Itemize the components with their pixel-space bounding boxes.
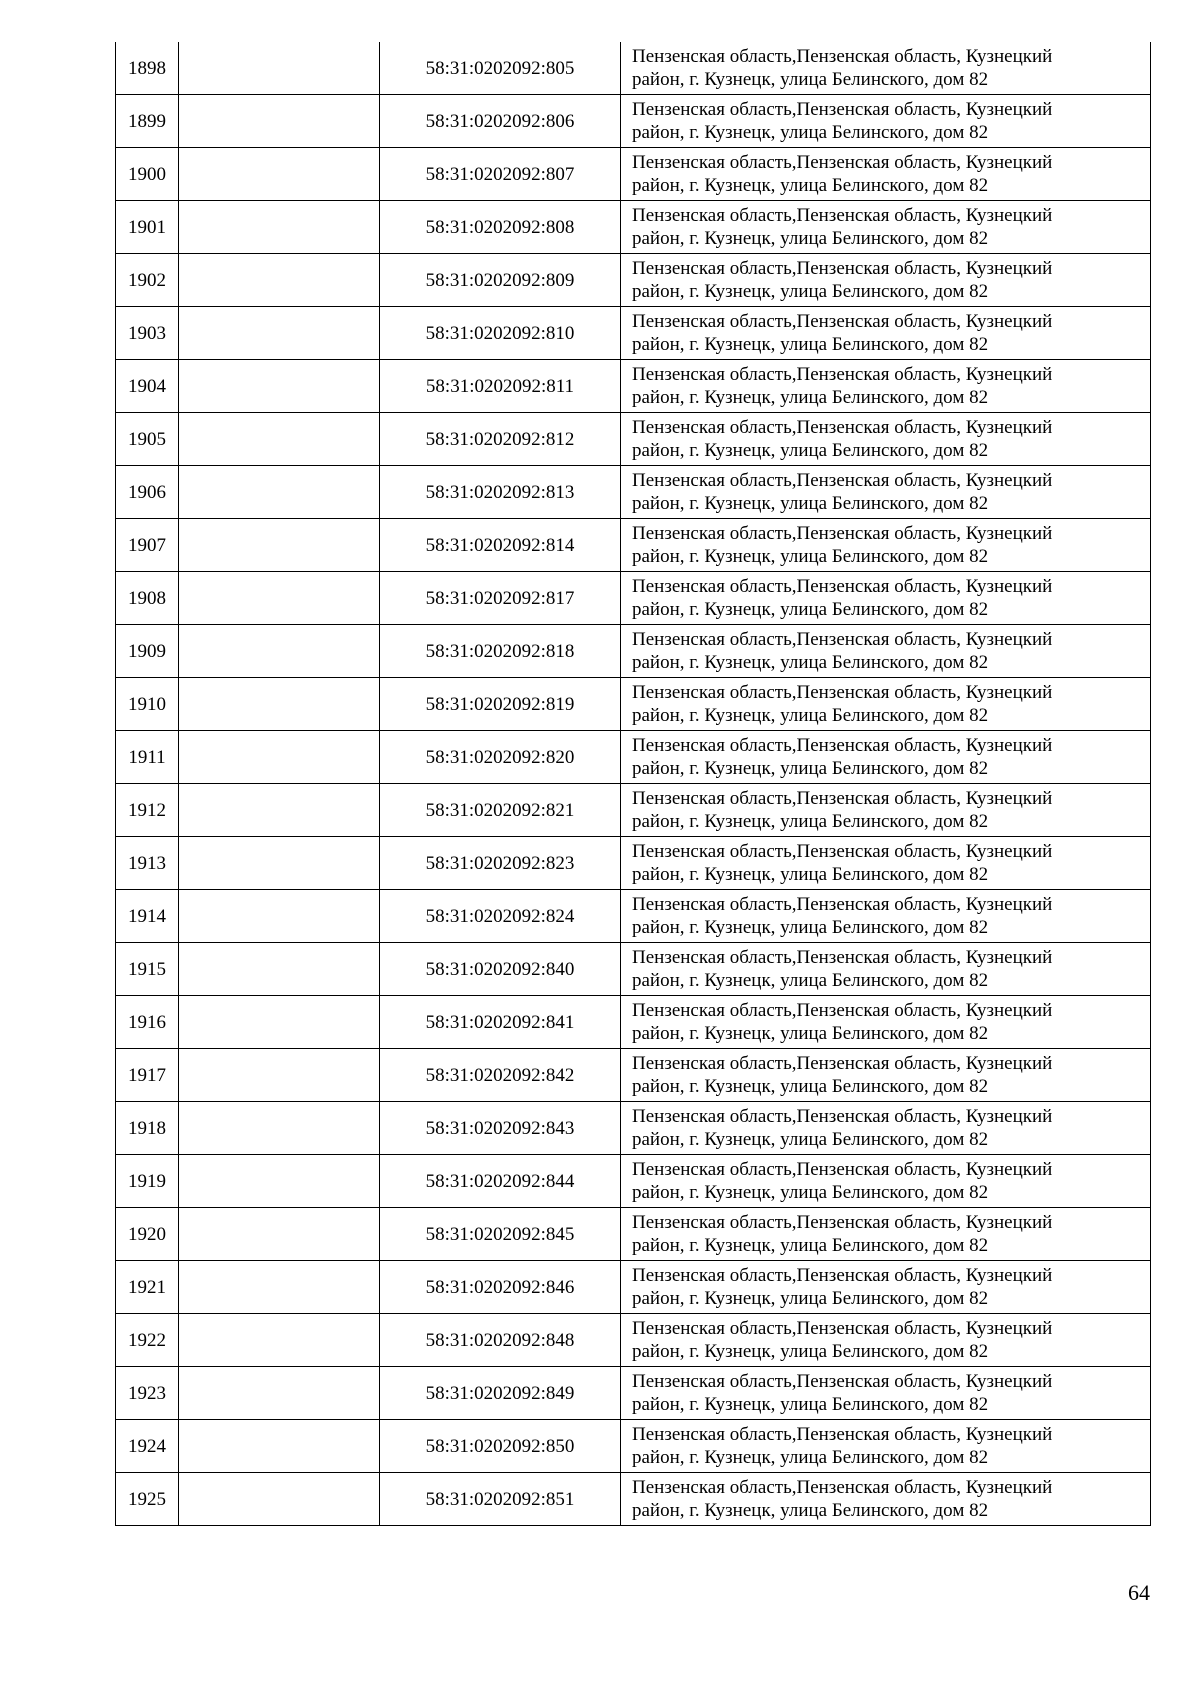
row-number: 1904 — [116, 360, 179, 413]
row-number: 1911 — [116, 731, 179, 784]
address-line-2: район, г. Кузнецк, улица Белинского, дом 82 — [632, 864, 989, 885]
address-cell — [621, 519, 1151, 572]
address-line-2: район, г. Кузнецк, улица Белинского, дом 82 — [632, 493, 989, 514]
address-line-1: Пензенская область,Пензенская область, Кузнецкий — [632, 1371, 1053, 1392]
address-line-2: район, г. Кузнецк, улица Белинского, дом 82 — [632, 1394, 989, 1415]
address-line-1: Пензенская область,Пензенская область, Кузнецкий — [632, 152, 1053, 173]
page-number: 64 — [1128, 1580, 1150, 1605]
empty-cell — [179, 466, 380, 519]
empty-cell — [179, 1155, 380, 1208]
table-row — [116, 1367, 1151, 1420]
address-line-1: Пензенская область,Пензенская область, Кузнецкий — [632, 576, 1053, 597]
cadastral-number: 58:31:0202092:844 — [380, 1155, 621, 1208]
table-row — [116, 201, 1151, 254]
table-row — [116, 1102, 1151, 1155]
row-number: 1921 — [116, 1261, 179, 1314]
cadastral-number: 58:31:0202092:845 — [380, 1208, 621, 1261]
address-cell — [621, 1049, 1151, 1102]
row-number: 1909 — [116, 625, 179, 678]
address-line-2: район, г. Кузнецк, улица Белинского, дом 82 — [632, 1182, 989, 1203]
address-line-1: Пензенская область,Пензенская область, Кузнецкий — [632, 1265, 1053, 1286]
cadastral-number: 58:31:0202092:848 — [380, 1314, 621, 1367]
address-line-1: Пензенская область,Пензенская область, Кузнецкий — [632, 99, 1053, 120]
address-cell — [621, 890, 1151, 943]
address-line-1: Пензенская область,Пензенская область, Кузнецкий — [632, 894, 1053, 915]
cadastral-number: 58:31:0202092:851 — [380, 1473, 621, 1526]
empty-cell — [179, 1208, 380, 1261]
table-row — [116, 360, 1151, 413]
row-number: 1924 — [116, 1420, 179, 1473]
address-line-2: район, г. Кузнецк, улица Белинского, дом 82 — [632, 1023, 989, 1044]
address-line-1: Пензенская область,Пензенская область, Кузнецкий — [632, 364, 1053, 385]
empty-cell — [179, 254, 380, 307]
cadastral-number: 58:31:0202092:841 — [380, 996, 621, 1049]
address-line-2: район, г. Кузнецк, улица Белинского, дом 82 — [632, 334, 989, 355]
address-cell — [621, 943, 1151, 996]
address-line-2: район, г. Кузнецк, улица Белинского, дом 82 — [632, 228, 989, 249]
table-row — [116, 890, 1151, 943]
table-row — [116, 413, 1151, 466]
address-cell — [621, 837, 1151, 890]
table-row — [116, 95, 1151, 148]
row-number: 1913 — [116, 837, 179, 890]
table-row — [116, 731, 1151, 784]
cadastral-number: 58:31:0202092:850 — [380, 1420, 621, 1473]
address-cell — [621, 413, 1151, 466]
cadastral-number: 58:31:0202092:849 — [380, 1367, 621, 1420]
address-line-1: Пензенская область,Пензенская область, Кузнецкий — [632, 1106, 1053, 1127]
table-row — [116, 1261, 1151, 1314]
address-line-1: Пензенская область,Пензенская область, Кузнецкий — [632, 682, 1053, 703]
table-row — [116, 307, 1151, 360]
address-cell — [621, 1473, 1151, 1526]
address-line-1: Пензенская область,Пензенская область, Кузнецкий — [632, 947, 1053, 968]
address-line-1: Пензенская область,Пензенская область, Кузнецкий — [632, 1424, 1053, 1445]
empty-cell — [179, 1102, 380, 1155]
address-line-1: Пензенская область,Пензенская область, Кузнецкий — [632, 311, 1053, 332]
address-cell — [621, 466, 1151, 519]
address-line-2: район, г. Кузнецк, улица Белинского, дом 82 — [632, 652, 989, 673]
address-cell — [621, 996, 1151, 1049]
empty-cell — [179, 413, 380, 466]
address-line-2: район, г. Кузнецк, улица Белинского, дом 82 — [632, 705, 989, 726]
address-line-1: Пензенская область,Пензенская область, Кузнецкий — [632, 629, 1053, 650]
empty-cell — [179, 1420, 380, 1473]
row-number: 1898 — [116, 42, 179, 95]
table-row — [116, 678, 1151, 731]
row-number: 1907 — [116, 519, 179, 572]
address-cell — [621, 1314, 1151, 1367]
address-cell — [621, 360, 1151, 413]
table-row — [116, 519, 1151, 572]
address-line-1: Пензенская область,Пензенская область, Кузнецкий — [632, 523, 1053, 544]
cadastral-number: 58:31:0202092:813 — [380, 466, 621, 519]
table-row — [116, 1155, 1151, 1208]
address-cell — [621, 1367, 1151, 1420]
cadastral-number: 58:31:0202092:808 — [380, 201, 621, 254]
table-row — [116, 1420, 1151, 1473]
row-number: 1919 — [116, 1155, 179, 1208]
empty-cell — [179, 148, 380, 201]
cadastral-table — [115, 42, 1151, 1526]
table-row — [116, 1473, 1151, 1526]
address-line-2: район, г. Кузнецк, улица Белинского, дом 82 — [632, 1288, 989, 1309]
address-cell — [621, 1102, 1151, 1155]
address-cell — [621, 625, 1151, 678]
empty-cell — [179, 360, 380, 413]
address-line-1: Пензенская область,Пензенская область, Кузнецкий — [632, 1053, 1053, 1074]
row-number: 1908 — [116, 572, 179, 625]
address-line-1: Пензенская область,Пензенская область, Кузнецкий — [632, 205, 1053, 226]
address-line-2: район, г. Кузнецк, улица Белинского, дом 82 — [632, 1500, 989, 1521]
address-line-1: Пензенская область,Пензенская область, Кузнецкий — [632, 470, 1053, 491]
cadastral-number: 58:31:0202092:823 — [380, 837, 621, 890]
address-cell — [621, 307, 1151, 360]
cadastral-number: 58:31:0202092:810 — [380, 307, 621, 360]
address-line-2: район, г. Кузнецк, улица Белинского, дом 82 — [632, 175, 989, 196]
address-line-2: район, г. Кузнецк, улица Белинского, дом 82 — [632, 917, 989, 938]
address-cell — [621, 1208, 1151, 1261]
row-number: 1899 — [116, 95, 179, 148]
row-number: 1925 — [116, 1473, 179, 1526]
address-line-2: район, г. Кузнецк, улица Белинского, дом 82 — [632, 758, 989, 779]
row-number: 1916 — [116, 996, 179, 1049]
table-row — [116, 1049, 1151, 1102]
address-cell — [621, 1155, 1151, 1208]
row-number: 1906 — [116, 466, 179, 519]
cadastral-number: 58:31:0202092:806 — [380, 95, 621, 148]
address-cell — [621, 1261, 1151, 1314]
cadastral-number: 58:31:0202092:811 — [380, 360, 621, 413]
empty-cell — [179, 943, 380, 996]
address-line-1: Пензенская область,Пензенская область, Кузнецкий — [632, 1000, 1053, 1021]
row-number: 1903 — [116, 307, 179, 360]
address-line-1: Пензенская область,Пензенская область, Кузнецкий — [632, 735, 1053, 756]
address-cell — [621, 201, 1151, 254]
table-row — [116, 784, 1151, 837]
address-line-1: Пензенская область,Пензенская область, Кузнецкий — [632, 417, 1053, 438]
table-row — [116, 943, 1151, 996]
cadastral-number: 58:31:0202092:840 — [380, 943, 621, 996]
address-line-1: Пензенская область,Пензенская область, Кузнецкий — [632, 1159, 1053, 1180]
cadastral-number: 58:31:0202092:818 — [380, 625, 621, 678]
address-cell — [621, 95, 1151, 148]
empty-cell — [179, 625, 380, 678]
address-cell — [621, 148, 1151, 201]
empty-cell — [179, 837, 380, 890]
row-number: 1914 — [116, 890, 179, 943]
cadastral-number: 58:31:0202092:824 — [380, 890, 621, 943]
row-number: 1917 — [116, 1049, 179, 1102]
row-number: 1902 — [116, 254, 179, 307]
cadastral-number: 58:31:0202092:819 — [380, 678, 621, 731]
address-line-2: район, г. Кузнецк, улица Белинского, дом 82 — [632, 1235, 989, 1256]
address-line-1: Пензенская область,Пензенская область, Кузнецкий — [632, 788, 1053, 809]
row-number: 1900 — [116, 148, 179, 201]
row-number: 1915 — [116, 943, 179, 996]
empty-cell — [179, 678, 380, 731]
address-line-2: район, г. Кузнецк, улица Белинского, дом 82 — [632, 970, 989, 991]
empty-cell — [179, 307, 380, 360]
cadastral-number: 58:31:0202092:842 — [380, 1049, 621, 1102]
empty-cell — [179, 519, 380, 572]
table-row — [116, 254, 1151, 307]
address-cell — [621, 572, 1151, 625]
table-body — [116, 42, 1151, 1526]
row-number: 1923 — [116, 1367, 179, 1420]
address-cell — [621, 254, 1151, 307]
address-cell — [621, 1420, 1151, 1473]
address-line-2: район, г. Кузнецк, улица Белинского, дом 82 — [632, 440, 989, 461]
address-line-2: район, г. Кузнецк, улица Белинского, дом 82 — [632, 1447, 989, 1468]
empty-cell — [179, 890, 380, 943]
address-cell — [621, 678, 1151, 731]
address-line-2: район, г. Кузнецк, улица Белинского, дом 82 — [632, 122, 989, 143]
address-line-1: Пензенская область,Пензенская область, Кузнецкий — [632, 1477, 1053, 1498]
table-row — [116, 148, 1151, 201]
address-line-2: район, г. Кузнецк, улица Белинского, дом 82 — [632, 546, 989, 567]
cadastral-number: 58:31:0202092:809 — [380, 254, 621, 307]
address-line-2: район, г. Кузнецк, улица Белинского, дом 82 — [632, 811, 989, 832]
address-line-2: район, г. Кузнецк, улица Белинского, дом 82 — [632, 1076, 989, 1097]
empty-cell — [179, 1367, 380, 1420]
row-number: 1910 — [116, 678, 179, 731]
address-line-1: Пензенская область,Пензенская область, Кузнецкий — [632, 841, 1053, 862]
cadastral-number: 58:31:0202092:846 — [380, 1261, 621, 1314]
cadastral-number: 58:31:0202092:805 — [380, 42, 621, 95]
address-line-2: район, г. Кузнецк, улица Белинского, дом 82 — [632, 281, 989, 302]
empty-cell — [179, 1314, 380, 1367]
empty-cell — [179, 201, 380, 254]
address-line-2: район, г. Кузнецк, улица Белинского, дом 82 — [632, 387, 989, 408]
table-row — [116, 625, 1151, 678]
cadastral-number: 58:31:0202092:843 — [380, 1102, 621, 1155]
table-row — [116, 1208, 1151, 1261]
empty-cell — [179, 42, 380, 95]
cadastral-number: 58:31:0202092:817 — [380, 572, 621, 625]
row-number: 1912 — [116, 784, 179, 837]
empty-cell — [179, 731, 380, 784]
address-line-2: район, г. Кузнецк, улица Белинского, дом 82 — [632, 1341, 989, 1362]
empty-cell — [179, 784, 380, 837]
table-row — [116, 42, 1151, 95]
row-number: 1918 — [116, 1102, 179, 1155]
address-line-2: район, г. Кузнецк, улица Белинского, дом 82 — [632, 599, 989, 620]
empty-cell — [179, 1261, 380, 1314]
empty-cell — [179, 996, 380, 1049]
table-row — [116, 996, 1151, 1049]
address-line-1: Пензенская область,Пензенская область, Кузнецкий — [632, 1318, 1053, 1339]
cadastral-number: 58:31:0202092:807 — [380, 148, 621, 201]
table-row — [116, 466, 1151, 519]
row-number: 1922 — [116, 1314, 179, 1367]
table-row — [116, 1314, 1151, 1367]
address-line-1: Пензенская область,Пензенская область, Кузнецкий — [632, 1212, 1053, 1233]
address-cell — [621, 784, 1151, 837]
address-line-1: Пензенская область,Пензенская область, Кузнецкий — [632, 258, 1053, 279]
row-number: 1901 — [116, 201, 179, 254]
address-line-1: Пензенская область,Пензенская область, Кузнецкий — [632, 46, 1053, 67]
address-cell — [621, 42, 1151, 95]
table-row — [116, 837, 1151, 890]
row-number: 1920 — [116, 1208, 179, 1261]
address-line-2: район, г. Кузнецк, улица Белинского, дом 82 — [632, 69, 989, 90]
empty-cell — [179, 1049, 380, 1102]
address-line-2: район, г. Кузнецк, улица Белинского, дом 82 — [632, 1129, 989, 1150]
cadastral-number: 58:31:0202092:821 — [380, 784, 621, 837]
empty-cell — [179, 95, 380, 148]
row-number: 1905 — [116, 413, 179, 466]
address-cell — [621, 731, 1151, 784]
cadastral-number: 58:31:0202092:820 — [380, 731, 621, 784]
table-row — [116, 572, 1151, 625]
empty-cell — [179, 572, 380, 625]
empty-cell — [179, 1473, 380, 1526]
cadastral-number: 58:31:0202092:812 — [380, 413, 621, 466]
cadastral-number: 58:31:0202092:814 — [380, 519, 621, 572]
